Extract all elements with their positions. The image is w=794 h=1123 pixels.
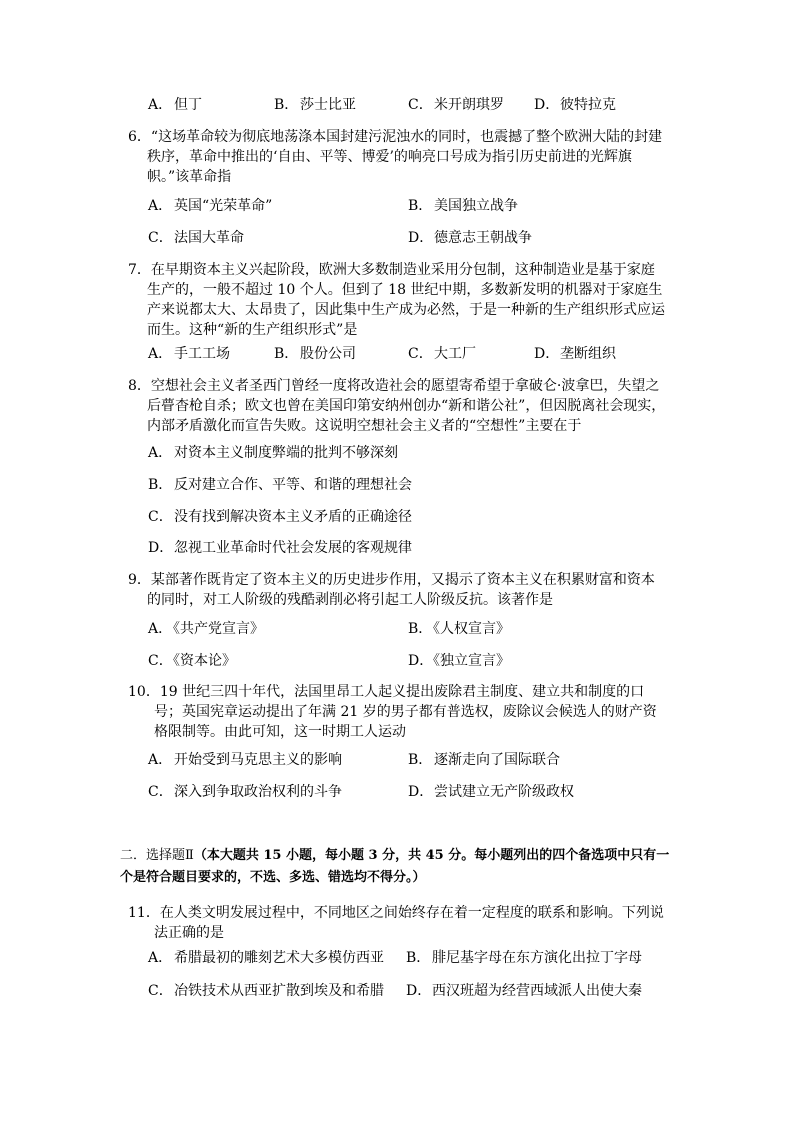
- q6-option-a[interactable]: A． 英国“光荣革命”: [148, 198, 273, 214]
- q9-option-a[interactable]: A．《共产党宣言》: [148, 621, 264, 637]
- q6-option-d[interactable]: D．德意志王朝战争: [408, 230, 532, 246]
- question-6-stem: 6．“这场革命较为彻底地荡涤本国封建污泥浊水的同时，也震撼了整个欧洲大陆的封建秩序，革命中推出的‘自由、平等、博爱’的响亮口号成为指引历史前进的光辉旗帜。”该革命指: [128, 129, 663, 185]
- q11-option-a[interactable]: A． 希腊最初的雕刻艺术大多模仿西亚: [148, 950, 384, 966]
- q11-option-d[interactable]: D．西汉班超为经营西域派人出使大秦: [406, 983, 642, 999]
- q10-option-b[interactable]: B． 逐渐走向了国际联合: [408, 752, 560, 768]
- section-2-rule: （本大题共 15 小题，每小题 3 分，共 45 分。每小题列出的四个备选项中只有一个是符合题目要求的，不选、多选、错选均不得分。）: [120, 848, 670, 885]
- q10-option-d[interactable]: D．尝试建立无产阶级政权: [408, 784, 574, 800]
- q8-option-b[interactable]: B． 反对建立合作、平等、和谐的理想社会: [148, 477, 412, 493]
- q9-option-d[interactable]: D．《独立宣言》: [408, 653, 510, 669]
- q7-option-d[interactable]: D．垄断组织: [534, 346, 616, 362]
- q9-option-c[interactable]: C．《资本论》: [148, 653, 236, 669]
- q6-option-c[interactable]: C．法国大革命: [148, 230, 244, 246]
- question-10-stem: 10．19 世纪三四十年代，法国里昂工人起义提出废除君主制度、建立共和制度的口号；英国宪章运动提出了年满 21 岁的男子都有普选权，废除议会候选人的财产资格限制等。由此可知，这一时期工人运动: [128, 684, 657, 740]
- q5-option-c[interactable]: C．米开朗琪罗: [408, 97, 504, 113]
- q11-option-c[interactable]: C．冶铁技术从西亚扩散到埃及和希腊: [148, 983, 384, 999]
- q11-option-b[interactable]: B． 腓尼基字母在东方演化出拉丁字母: [406, 950, 642, 966]
- q8-option-c[interactable]: C．没有找到解决资本主义矛盾的正确途径: [148, 509, 412, 525]
- q5-option-b[interactable]: B． 莎士比亚: [274, 97, 356, 113]
- q7-option-b[interactable]: B． 股份公司: [274, 346, 356, 362]
- section-2-heading: [120, 845, 680, 889]
- question-8-stem: 8．空想社会主义者圣西门曾经一度将改造社会的愿望寄希望于拿破仑·波拿巴，失望之后瞢杳枪自杀；欧文也曾在美国印第安纳州创办“新和谐公社”，但因脱离社会现实，内部矛盾激化而宣告失败。这说明空想社会主义者的“空想性”主要在于: [128, 378, 666, 434]
- q8-option-a[interactable]: A． 对资本主义制度弊端的批判不够深刻: [148, 445, 398, 461]
- q5-option-d[interactable]: D．彼特拉克: [534, 97, 616, 113]
- section-2-title: 二．选择题Ⅱ: [120, 848, 194, 863]
- q10-option-c[interactable]: C．深入到争取政治权利的斗争: [148, 784, 342, 800]
- q6-option-b[interactable]: B． 美国独立战争: [408, 198, 518, 214]
- q10-option-a[interactable]: A． 开始受到马克思主义的影响: [148, 752, 342, 768]
- question-7-stem: 7．在早期资本主义兴起阶段，欧洲大多数制造业采用分包制，这种制造业是基于家庭生产的，一般不超过 10 个人。但到了 18 世纪中期，多数新发明的机器对于家庭生产来说都太大、太昂贵了，因此集中生产成为必然，于是一种新的生产组织形式应运而生。这种“新的生产组织形式”是: [128, 262, 665, 338]
- q7-option-a[interactable]: A． 手工工场: [148, 346, 230, 362]
- question-9-stem: 9．某部著作既肯定了资本主义的历史进步作用，又揭示了资本主义在积累财富和资本的同时，对工人阶级的残酷剥削必将引起工人阶级反抗。该著作是: [128, 572, 655, 608]
- q9-option-b[interactable]: B．《人权宣言》: [408, 621, 510, 637]
- question-11-stem: 11．在人类文明发展过程中，不同地区之间始终存在着一定程度的联系和影响。下列说法正确的是: [128, 905, 664, 941]
- q7-option-c[interactable]: C．大工厂: [408, 346, 476, 362]
- q8-option-d[interactable]: D．忽视工业革命时代社会发展的客观规律: [148, 540, 412, 556]
- q5-option-a[interactable]: A． 但丁: [148, 97, 202, 113]
